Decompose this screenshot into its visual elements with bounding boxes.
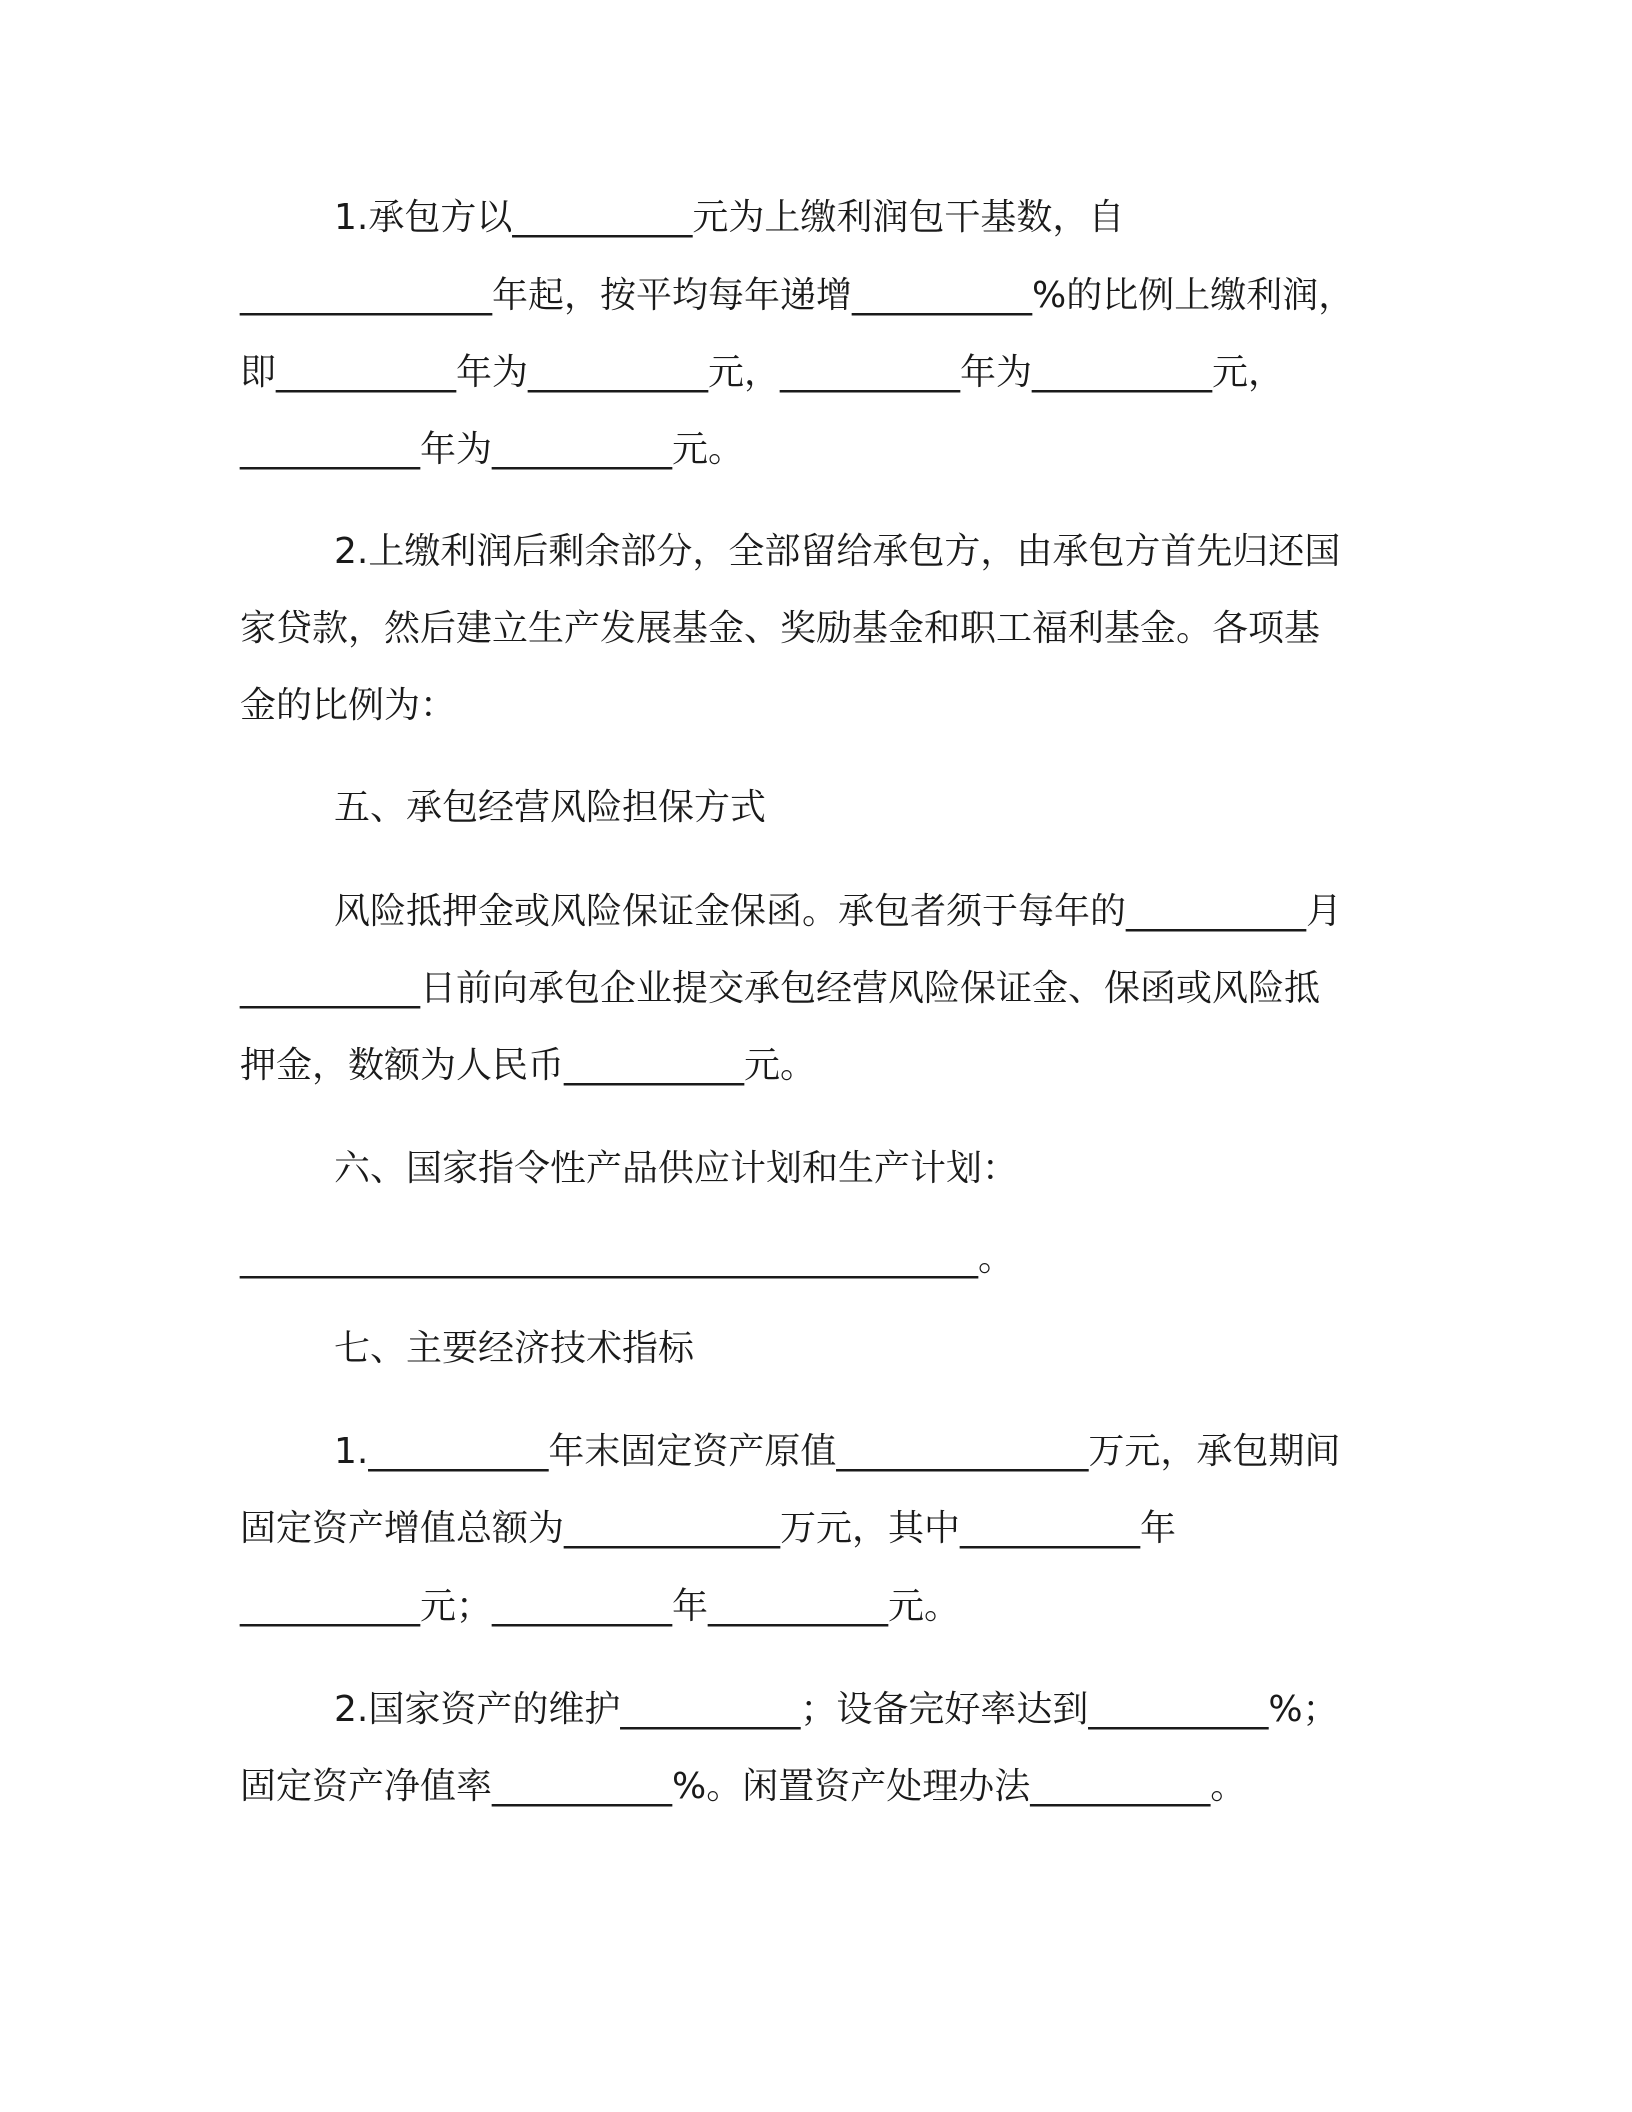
section-heading-6: 六、国家指令性产品供应计划和生产计划： — [334, 1148, 1019, 1189]
paragraph-2-line-1: 2.上缴利润后剩余部分，全部留给承包方，由承包方首先归还国 — [334, 531, 1341, 572]
paragraph-1-line-4: __________年为__________元。 — [240, 429, 745, 470]
paragraph-3-line-1: 风险抵押金或风险保证金保函。承包者须于每年的__________月 — [334, 891, 1343, 932]
section-heading-7: 七、主要经济技术指标 — [334, 1328, 695, 1369]
paragraph-3-line-3: 押金，数额为人民币__________元。 — [240, 1045, 817, 1086]
paragraph-5-line-1: 2.国家资产的维护__________；设备完好率达到__________%； — [334, 1689, 1339, 1730]
paragraph-4-line-1: 1.__________年末固定资产原值______________万元，承包期间 — [334, 1431, 1341, 1472]
paragraph-2-line-2: 家贷款，然后建立生产发展基金、奖励基金和职工福利基金。各项基 — [240, 608, 1321, 649]
paragraph-2-line-3: 金的比例为： — [240, 685, 457, 726]
paragraph-5-line-2: 固定资产净值率__________%。闲置资产处理办法__________。 — [240, 1766, 1247, 1807]
section-6-blank-line: _________________________________________。 — [240, 1238, 1014, 1279]
paragraph-1-line-1: 1.承包方以__________元为上缴利润包干基数，自 — [334, 197, 1125, 238]
paragraph-1-line-3: 即__________年为__________元，__________年为__________元， — [240, 352, 1284, 393]
paragraph-3-line-2: __________日前向承包企业提交承包经营风险保证金、保函或风险抵 — [240, 968, 1321, 1009]
paragraph-4-line-3: __________元；__________年__________元。 — [240, 1586, 960, 1627]
section-heading-5: 五、承包经营风险担保方式 — [334, 787, 767, 828]
paragraph-1-line-2: ______________年起，按平均每年递增__________%的比例上缴利润， — [240, 275, 1355, 316]
paragraph-4-line-2: 固定资产增值总额为____________万元，其中__________年 — [240, 1508, 1177, 1549]
